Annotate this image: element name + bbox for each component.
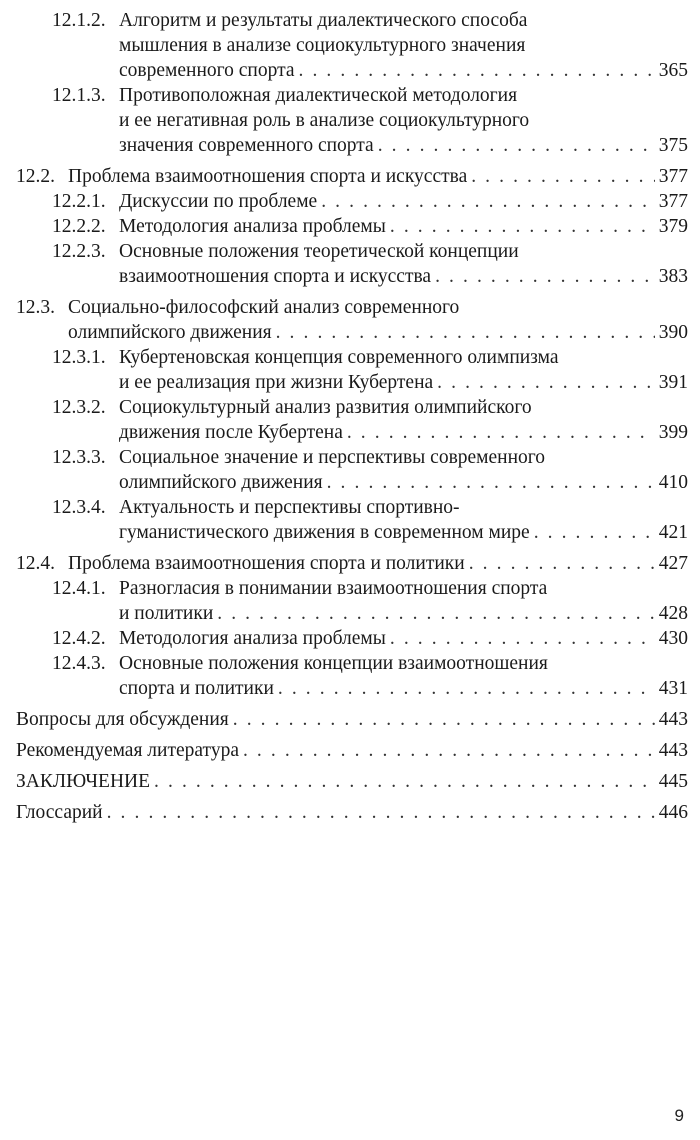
toc-entry-last-line xyxy=(119,214,688,239)
toc-entry xyxy=(16,395,688,445)
toc-entry-title-line: Проблема взаимоотношения спорта и политики xyxy=(68,553,465,574)
toc-entry-number: 12.3.1. xyxy=(52,347,106,368)
toc-entry-page: 428 xyxy=(658,603,688,624)
toc-entry-title xyxy=(16,800,688,825)
toc-entry-last-line xyxy=(119,676,688,701)
toc-entry-page: 377 xyxy=(658,191,688,212)
dot-leader xyxy=(347,420,655,445)
toc-entry xyxy=(16,345,688,395)
toc-entry-last-line xyxy=(68,164,688,189)
toc-entry-title-line: мышления в анализе социокультурного значения xyxy=(119,35,526,56)
dot-leader xyxy=(469,551,655,576)
toc-entry-number: 12.4.2. xyxy=(52,628,106,649)
toc-entry-number: 12.3.4. xyxy=(52,497,106,518)
toc-entry-title xyxy=(68,164,688,189)
toc-entry-number: 12.1.3. xyxy=(52,85,106,106)
toc-entry-title-line: Вопросы для обсуждения xyxy=(16,709,229,730)
toc-entry-last-line xyxy=(68,320,688,345)
toc-entry-title-line: олимпийского движения xyxy=(68,322,272,343)
toc-entry-number: 12.3.2. xyxy=(52,397,106,418)
toc-entry xyxy=(16,189,688,214)
toc-entry-title xyxy=(119,345,688,395)
toc-entry-title-line: Социокультурный анализ развития олимпийского xyxy=(119,397,532,418)
toc-entry-page: 383 xyxy=(658,266,688,287)
toc-entry-page: 431 xyxy=(658,678,688,699)
toc-entry-page: 390 xyxy=(658,322,688,343)
toc-entry-title xyxy=(119,189,688,214)
toc-entry-title-line: Противоположная диалектической методология xyxy=(119,85,518,106)
toc-entry xyxy=(16,495,688,545)
dot-leader xyxy=(299,58,655,83)
toc-entry-page: 421 xyxy=(658,522,688,543)
toc-entry-title xyxy=(119,8,688,83)
dot-leader xyxy=(437,370,655,395)
dot-leader xyxy=(435,264,655,289)
toc-entry-title-line: Дискуссии по проблеме xyxy=(119,191,318,212)
toc-entry-page: 427 xyxy=(658,553,688,574)
toc-entry-last-line xyxy=(16,707,688,732)
toc-entry-title-line: ЗАКЛЮЧЕНИЕ xyxy=(16,771,151,792)
toc-entry-title xyxy=(119,395,688,445)
dot-leader xyxy=(378,133,655,158)
dot-leader xyxy=(471,164,655,189)
toc-entry-title-line: Социальное значение и перспективы современного xyxy=(119,447,546,468)
toc-entry-title xyxy=(119,445,688,495)
dot-leader xyxy=(233,707,655,732)
toc-entry-page: 399 xyxy=(658,422,688,443)
toc-entry-title xyxy=(16,769,688,794)
toc-entry-title-line: Актуальность и перспективы спортивно- xyxy=(119,497,460,518)
toc-entry-title-line: Социально-философский анализ современного xyxy=(68,297,460,318)
toc-entry xyxy=(16,83,688,158)
toc-entry-title-line: спорта и политики xyxy=(119,678,274,699)
toc-entry-title-line: Рекомендуемая литература xyxy=(16,740,239,761)
toc-entry-last-line xyxy=(119,189,688,214)
toc-entry-last-line xyxy=(119,520,688,545)
toc-entry xyxy=(16,445,688,495)
toc-entry-page: 379 xyxy=(658,216,688,237)
dot-leader xyxy=(278,676,655,701)
toc-entry xyxy=(16,651,688,701)
toc-entry-number: 12.4. xyxy=(16,553,55,574)
toc-entry-number: 12.2.2. xyxy=(52,216,106,237)
toc-entry-title xyxy=(68,551,688,576)
dot-leader xyxy=(154,769,655,794)
toc-entry-title xyxy=(119,626,688,651)
toc-entry-title-line: Алгоритм и результаты диалектического способа xyxy=(119,10,528,31)
dot-leader xyxy=(390,626,655,651)
toc-entry xyxy=(16,164,688,189)
toc-entry-title-line: Основные положения теоретической концепции xyxy=(119,241,519,262)
toc-entry-page: 410 xyxy=(658,472,688,493)
toc-entry-page: 430 xyxy=(658,628,688,649)
toc-entry-last-line xyxy=(119,370,688,395)
toc-entry-page: 375 xyxy=(658,135,688,156)
toc-entry-page: 446 xyxy=(658,802,688,823)
page-number: 9 xyxy=(674,1106,684,1125)
dot-leader xyxy=(321,189,655,214)
toc-entry xyxy=(16,239,688,289)
toc-entry xyxy=(16,800,688,825)
toc-entry-page: 443 xyxy=(658,709,688,730)
toc-entry xyxy=(16,626,688,651)
toc-entry-number: 12.1.2. xyxy=(52,10,106,31)
toc-entry-last-line xyxy=(119,58,688,83)
toc-entry xyxy=(16,8,688,83)
toc-entry-title xyxy=(119,239,688,289)
toc-entry-title-line: Основные положения концепции взаимоотношения xyxy=(119,653,548,674)
dot-leader xyxy=(107,800,655,825)
toc-entry-last-line xyxy=(119,133,688,158)
toc-entry-title xyxy=(68,295,688,345)
toc-entry-title-line: Методология анализа проблемы xyxy=(119,216,386,237)
toc-entry-last-line xyxy=(68,551,688,576)
toc-entry-title xyxy=(119,651,688,701)
toc-entry-title-line: значения современного спорта xyxy=(119,135,374,156)
toc-entry-number: 12.2. xyxy=(16,166,55,187)
toc-entry-last-line xyxy=(16,800,688,825)
toc-entry-last-line xyxy=(119,264,688,289)
toc-entry-number: 12.2.1. xyxy=(52,191,106,212)
toc-entry-number: 12.3.3. xyxy=(52,447,106,468)
toc-entry-title-line: Методология анализа проблемы xyxy=(119,628,386,649)
toc-entry-title-line: Кубертеновская концепция современного олимпизма xyxy=(119,347,559,368)
toc-entry-title-line: и ее негативная роль в анализе социокультурного xyxy=(119,110,530,131)
toc-entry-page: 443 xyxy=(658,740,688,761)
toc-entry-title xyxy=(16,738,688,763)
toc-entry xyxy=(16,295,688,345)
toc-entry-title xyxy=(119,214,688,239)
toc-entry-page: 391 xyxy=(658,372,688,393)
toc-entry-number: 12.2.3. xyxy=(52,241,106,262)
toc-entry-title-line: движения после Кубертена xyxy=(119,422,343,443)
toc-entry-title-line: и ее реализация при жизни Кубертена xyxy=(119,372,434,393)
toc-entry-title xyxy=(119,495,688,545)
toc-entry-last-line xyxy=(119,470,688,495)
toc-entry xyxy=(16,738,688,763)
toc-entry-last-line xyxy=(119,420,688,445)
toc-entry-title-line: взаимоотношения спорта и искусства xyxy=(119,266,432,287)
dot-leader xyxy=(217,601,654,626)
toc-entry-last-line xyxy=(16,738,688,763)
toc-entry-last-line xyxy=(119,626,688,651)
toc-entry xyxy=(16,707,688,732)
toc-entry xyxy=(16,576,688,626)
toc-entry-last-line xyxy=(119,601,688,626)
toc-entry-title xyxy=(16,707,688,732)
dot-leader xyxy=(276,320,655,345)
toc-entry-title-line: олимпийского движения xyxy=(119,472,323,493)
toc-entry-title-line: гуманистического движения в современном мире xyxy=(119,522,530,543)
toc-entry xyxy=(16,769,688,794)
table-of-contents xyxy=(16,8,688,825)
toc-entry xyxy=(16,551,688,576)
toc-entry-page: 365 xyxy=(658,60,688,81)
dot-leader xyxy=(243,738,655,763)
toc-entry xyxy=(16,214,688,239)
dot-leader xyxy=(390,214,655,239)
toc-entry-title-line: Проблема взаимоотношения спорта и искусства xyxy=(68,166,468,187)
toc-entry-number: 12.4.1. xyxy=(52,578,106,599)
toc-entry-title xyxy=(119,83,688,158)
toc-entry-title xyxy=(119,576,688,626)
toc-entry-page: 445 xyxy=(658,771,688,792)
toc-entry-number: 12.3. xyxy=(16,297,55,318)
toc-entry-last-line xyxy=(16,769,688,794)
toc-entry-number: 12.4.3. xyxy=(52,653,106,674)
toc-entry-page: 377 xyxy=(658,166,688,187)
toc-entry-title-line: современного спорта xyxy=(119,60,295,81)
toc-entry-title-line: Глоссарий xyxy=(16,802,103,823)
toc-entry-title-line: и политики xyxy=(119,603,214,624)
dot-leader xyxy=(534,520,655,545)
dot-leader xyxy=(327,470,655,495)
toc-entry-title-line: Разногласия в понимании взаимоотношения спорта xyxy=(119,578,548,599)
